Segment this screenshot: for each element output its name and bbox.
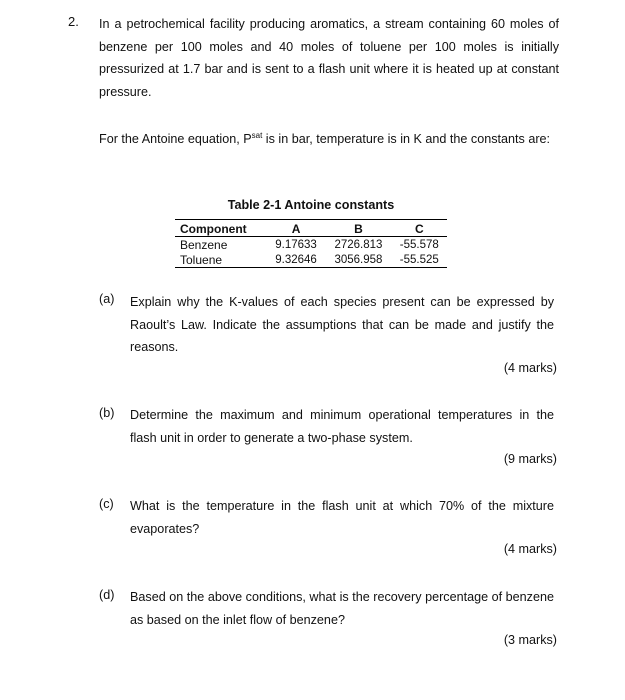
part-b-text: Determine the maximum and minimum operational temperatures in the flash unit in order to generate a two-phase system. <box>130 408 554 445</box>
table-row <box>175 252 447 268</box>
table-cell: 3056.958 <box>334 253 383 266</box>
table-cell: 9.17633 <box>275 238 317 251</box>
table-cell: -55.578 <box>399 238 439 251</box>
table-row <box>175 237 447 253</box>
header-c: C <box>392 220 447 237</box>
part-a-label: (a) <box>99 292 115 306</box>
part-c-label: (c) <box>99 497 114 511</box>
table-cell: -55.525 <box>399 253 439 266</box>
antoine-table <box>175 219 447 268</box>
part-d-label: (d) <box>99 588 115 602</box>
table-cell: 2726.813 <box>334 238 383 251</box>
antoine-note-before: For the Antoine equation, P <box>99 132 252 146</box>
part-c-text: What is the temperature in the flash unit at which 70% of the mixture evaporates? <box>130 499 554 536</box>
header-b: B <box>325 220 391 237</box>
part-c-marks: (4 marks) <box>503 542 557 556</box>
part-d-text: Based on the above conditions, what is the recovery percentage of benzene as based on the inlet flow of benzene? <box>130 590 554 627</box>
part-a-marks: (4 marks) <box>503 361 557 375</box>
table-cell: Benzene <box>180 237 228 252</box>
table-caption: Table 2-1 Antoine constants <box>227 198 395 212</box>
part-b-label: (b) <box>99 406 115 420</box>
part-d-marks: (3 marks) <box>503 633 557 647</box>
antoine-note <box>99 128 559 151</box>
part-b-marks: (9 marks) <box>503 452 557 466</box>
table-header-row <box>175 220 447 237</box>
header-a: A <box>267 220 325 237</box>
table-cell: Toluene <box>180 252 223 267</box>
part-a-text: Explain why the K-values of each species present can be expressed by Raoult’s Law. Indicate the assumptions that can be made and justify the reasons. <box>130 295 554 354</box>
header-component: Component <box>175 220 267 237</box>
question-number: 2. <box>68 14 79 29</box>
antoine-note-after: is in bar, temperature is in K and the constants are: <box>262 132 551 146</box>
table-cell: 9.32646 <box>275 253 317 266</box>
question-intro: In a petrochemical facility producing aromatics, a stream containing 60 moles of benzene per 100 moles and 40 moles of toluene per 100 moles is initially pressurized at 1.7 bar and is sent to a flash unit where it is heated up at constant pressure. <box>99 17 559 99</box>
psat-superscript: sat <box>251 130 263 140</box>
